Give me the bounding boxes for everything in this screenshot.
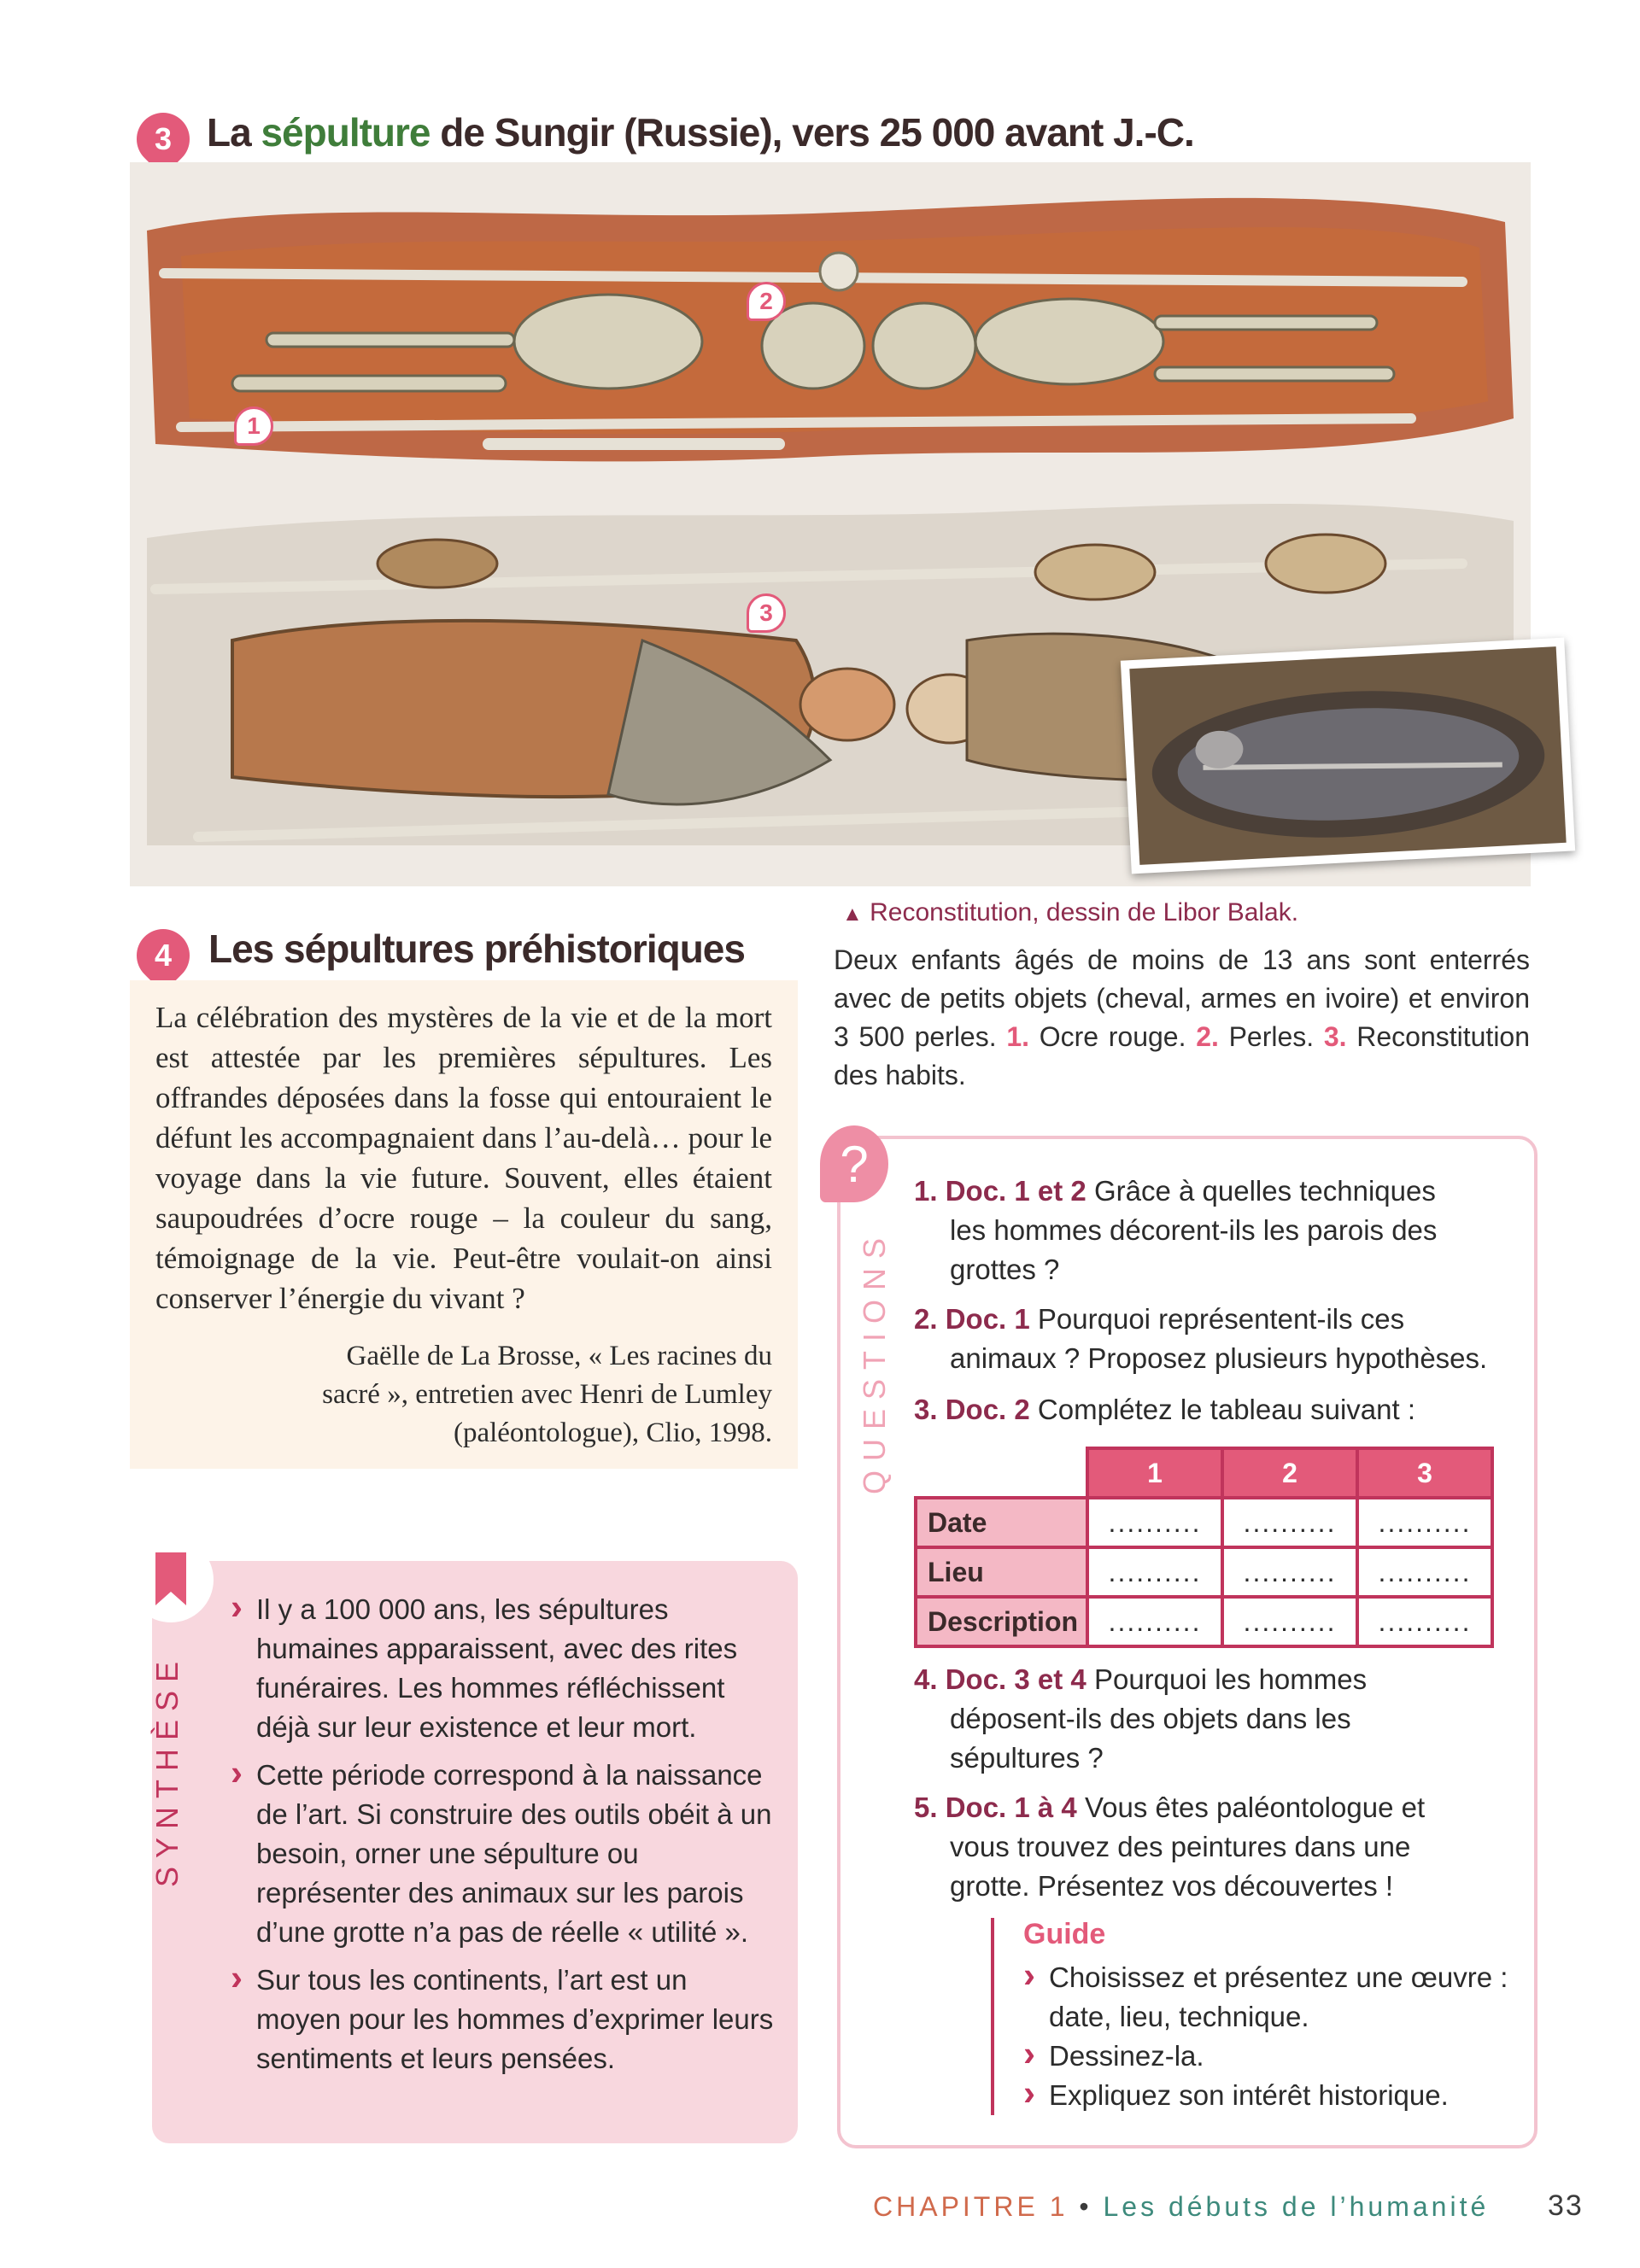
table-cell: .......... [1222,1498,1357,1547]
guide-box [991,1918,1536,2115]
guide-item: › Dessinez-la. [1023,2037,1536,2076]
doc4-source: Gaëlle de La Brosse, « Les racines du sacré », entretien avec Henri de Lumley (paléontologue), Clio, 1998. [322,1341,772,1448]
table-cell: .......... [1087,1498,1222,1547]
synthesis-item: › Il y a 100 000 ans, les sépultures humaines apparaissent, avec des rites funéraires. Les hommes réfléchissent déjà sur leur existence et leur mort. [231,1590,777,1747]
doc4-text-box [130,980,798,1469]
table-cell: .......... [1357,1547,1492,1597]
table-col-header: 2 [1222,1448,1357,1498]
svg-text:QUESTIONS: QUESTIONS [857,1228,892,1494]
question-1: 1. Doc. 1 et 2 Grâce à quelles techniques les hommes décorent-ils les parois des grottes ? [914,1175,1438,1285]
question-5: 5. Doc. 1 à 4 Vous êtes paléontologue et vous trouvez des peintures dans une grotte. Présentez vos découvertes ! [914,1792,1426,1902]
synthesis-item: › Cette période correspond à la naissance de l’art. Si construire des outils obéit à un besoin, orner une sépulture ou représenter des animaux sur les parois d’une grotte n’a pas de réelle « utilité ». [231,1756,777,1952]
synthesis-tab [128,1537,214,1622]
guide-list [1023,1958,1536,2115]
doc3-badge: 3 [126,102,201,177]
marker-2: 2 [747,282,786,321]
question-4: 4. Doc. 3 et 4 Pourquoi les hommes déposent-ils des objets dans les sépultures ? [914,1663,1368,1774]
guide-item: › Choisissez et présentez une œuvre : date, lieu, technique. [1023,1958,1536,2037]
synthesis-item: › Sur tous les continents, l’art est un moyen pour les hommes d’exprimer leurs sentiments et leurs pensées. [231,1961,777,2078]
table-row-header: Lieu [916,1547,1087,1597]
table-row-header: Date [916,1498,1087,1547]
guide-title: Guide [1023,1918,1106,1950]
synthesis-label [126,1657,203,1896]
illustration-caption-text: Deux enfants âgés de moins de 13 ans sont enterrés avec de petits objets (cheval, armes en ivoire) et environ 3 500 perles. 1. Ocre rouge. 2. Perles. 3. Reconstitution des habits. [834,944,1531,1090]
question-3: 3. Doc. 2 Complétez le tableau suivant : [914,1394,1416,1425]
table-cell: .......... [1087,1597,1222,1646]
table-cell: .......... [1357,1498,1492,1547]
doc4-body-text: La célébration des mystères de la vie et de la mort est attestée par les premières sépultures. Les offrandes déposées dans la fosse qui entouraient le défunt les accompagnaient dans l’au-delà… pour le voyage dans la vie future. Souvent, elles étaient saupoudrées d’ocre rouge – la couleur du sang, témoignage de la vie. Peut-être voulait-on ainsi conserver l’énergie du vivant ? [155,1001,772,1315]
excavation-photo [1121,638,1575,874]
table-row [916,1547,1492,1597]
questions-label [851,1221,902,1503]
completion-table [914,1447,1494,1648]
svg-text:SYNTHÈSE: SYNTHÈSE [149,1657,184,1887]
guide-item: › Expliquez son intérêt historique. [1023,2076,1536,2115]
table-cell: .......... [1222,1597,1357,1646]
table-cell: .......... [1087,1547,1222,1597]
marker-3: 3 [747,593,786,633]
doc3-title: La sépulture de Sungir (Russie), vers 25 000 avant J.-C. [207,110,1194,155]
chapter-footer: CHAPITRE 1 • Les débuts de l’humanité [873,2191,1490,2222]
table-col-header: 1 [1087,1448,1222,1498]
bookmark-icon [128,1537,214,1622]
doc4-badge: 4 [126,918,201,993]
illustration-caption-label: ▲ Reconstitution, dessin de Libor Balak. [842,898,1299,926]
table-cell: .......... [1222,1547,1357,1597]
table-cell: .......... [1357,1597,1492,1646]
question-2: 2. Doc. 1 Pourquoi représentent-ils ces animaux ? Proposez plusieurs hypothèses. [914,1303,1488,1374]
doc4-title: Les sépultures préhistoriques [208,926,745,971]
table-row [916,1498,1492,1547]
table-row [916,1597,1492,1646]
table-row-header: Description [916,1597,1087,1646]
table-col-header: 3 [1357,1448,1492,1498]
question-mark-icon: ? [820,1125,888,1202]
marker-1: 1 [234,406,273,446]
synthesis-list [231,1590,777,2087]
page-number: 33 [1548,2189,1584,2222]
